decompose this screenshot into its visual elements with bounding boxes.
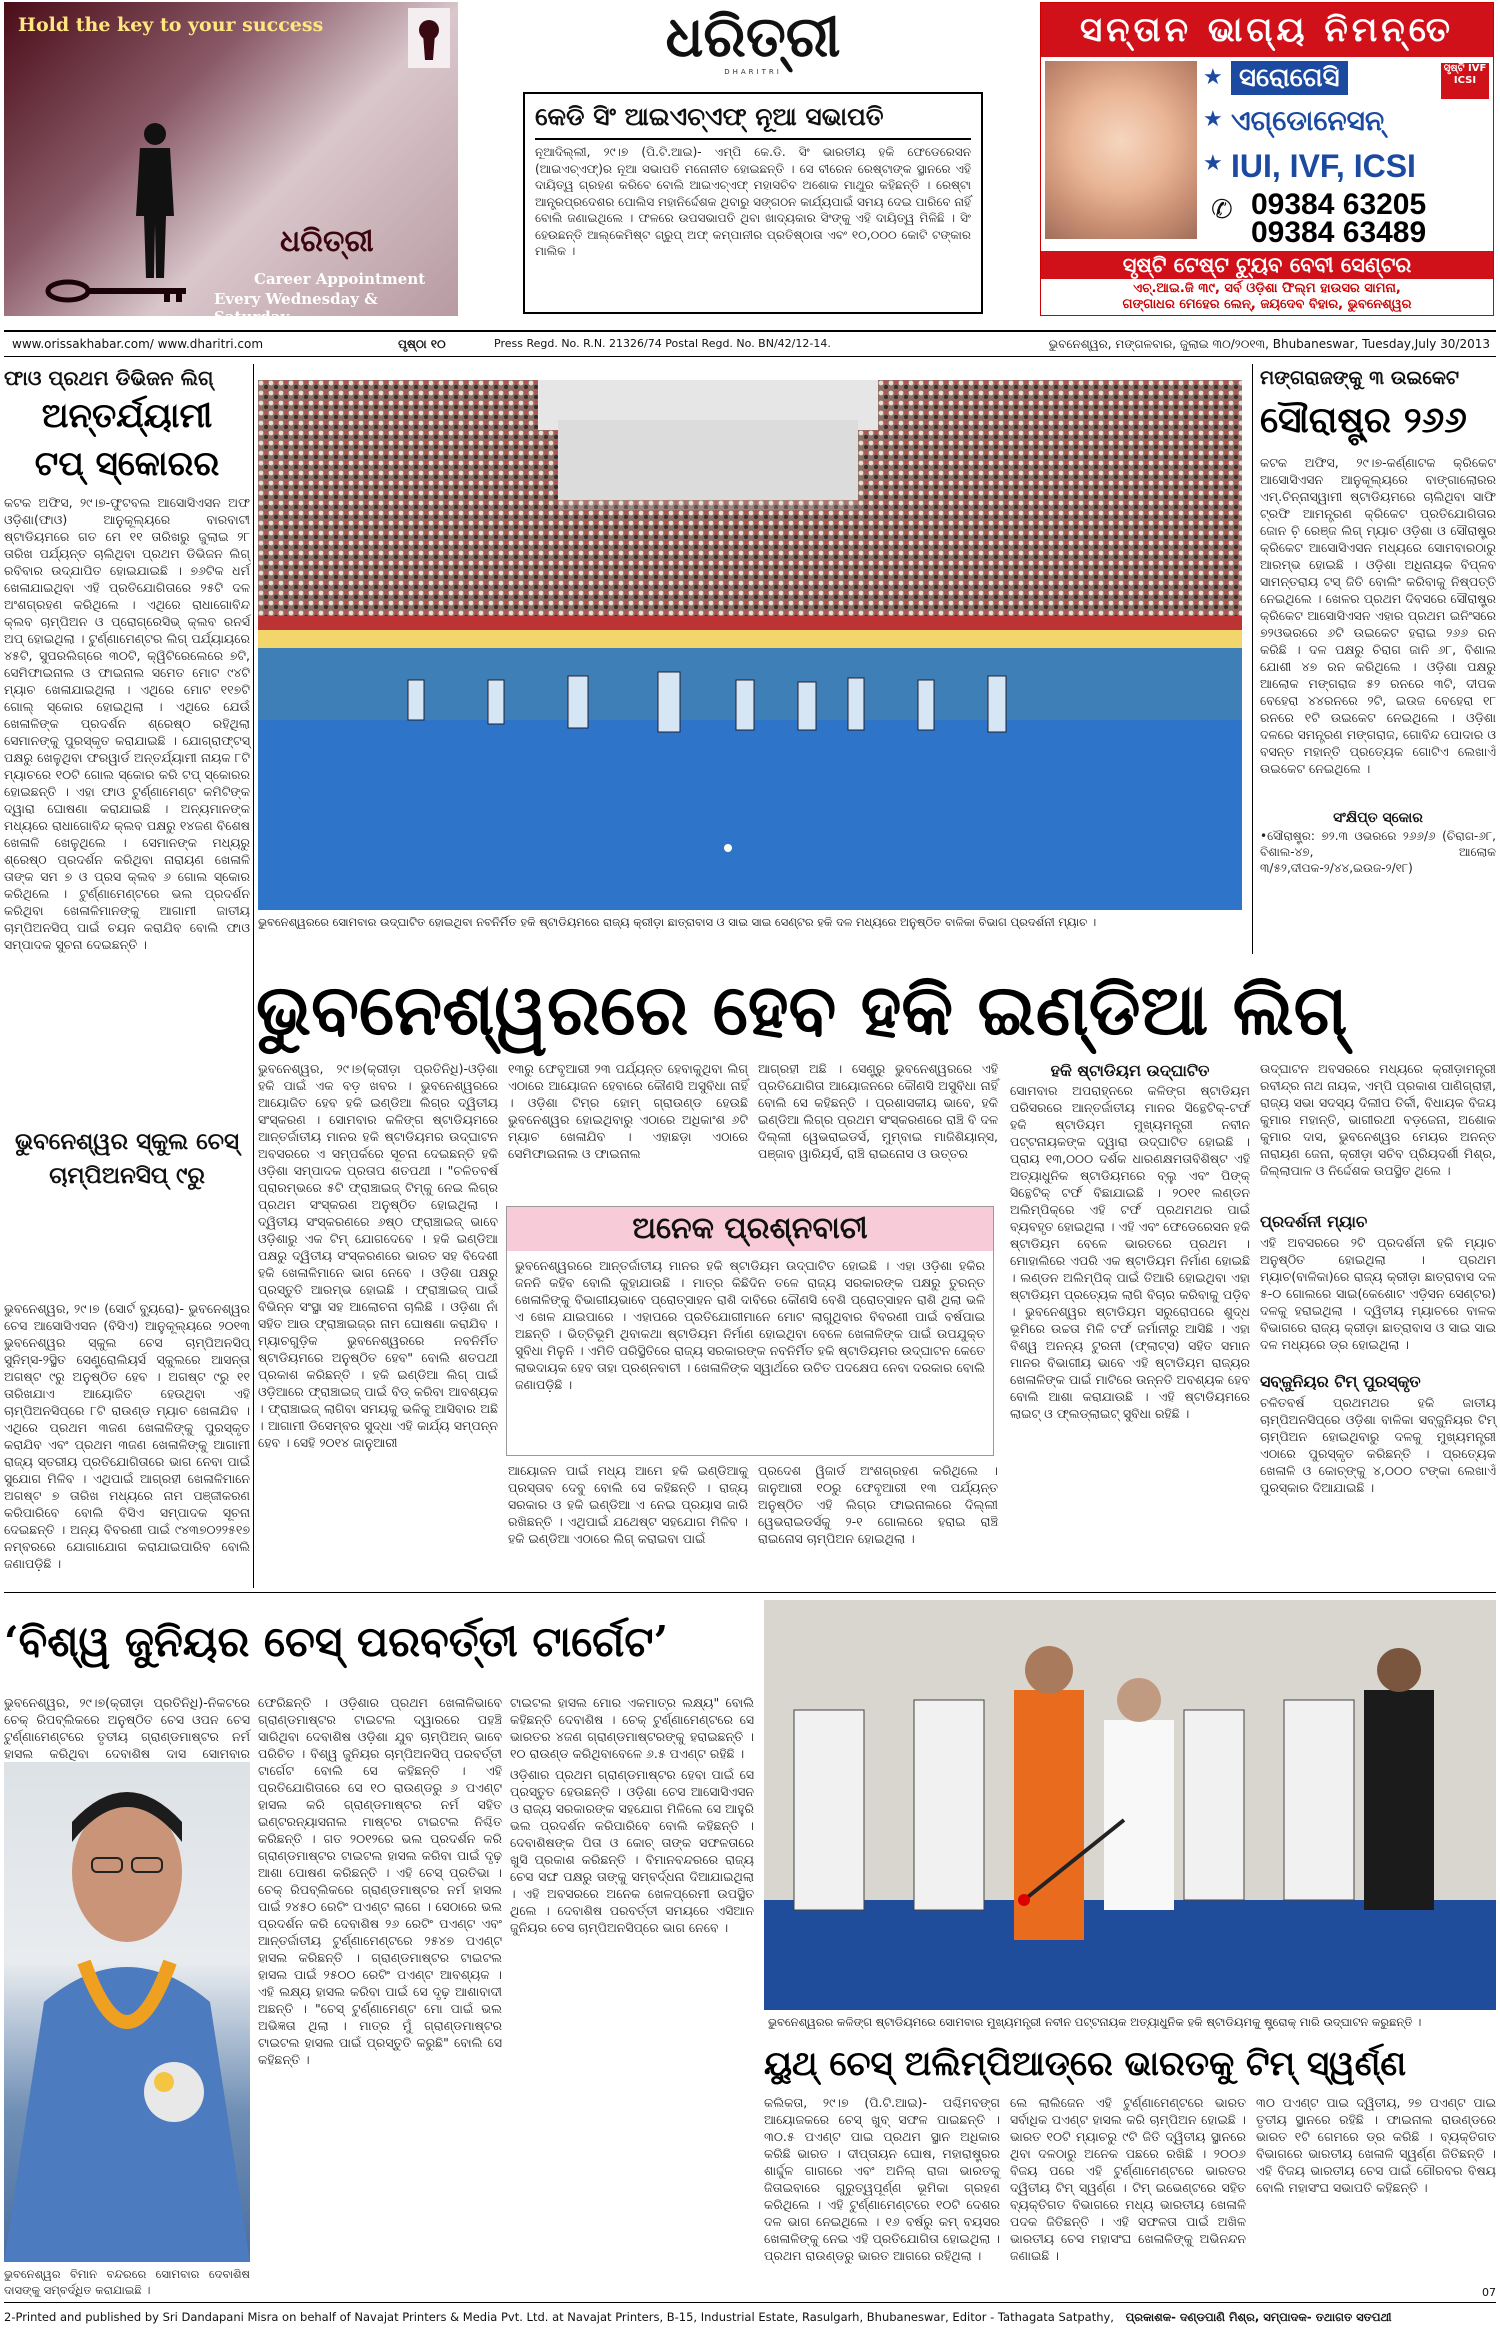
section-body: ଉଦ୍‌ଘାଟନ ଅବସରରେ ମଧ୍ୟରେ କ୍ରୀଡ଼ାମନ୍ତ୍ରୀ ରବୀନ୍ଦ୍ର ନାଥ ନାୟକ, ଏମ୍ପି ପ୍ରକାଶ ପାଣିଗ୍ରାହୀ, ରାଜ୍ୟ ସଭା ସଦସ୍ୟ ଦିଲୀପ ତିର୍କୀ, ବିଧାୟକ ବିଜୟ କୁମାର ମହାନ୍ତି, ଭାଗୀରଥୀ ବଡ଼ଜେନା, ଅଶୋକ କୁମାର ଦାସ, ଭୁବନେଶ୍ୱର ମେୟର ଅନନ୍ତ ନାରାୟଣ ଜେନା, କ୍ରୀଡ଼ା ସଚିବ ପ୍ରିୟଦର୍ଶୀ ମିଶ୍ର, ଜିଲ୍ଲାପାଳ ଓ ନିର୍ଦ୍ଦେଶକ ଉପସ୍ଥିତ ଥିଲେ । [1260, 1061, 1496, 1178]
chess-photo-caption: ଭୁବନେଶ୍ୱର ବିମାନ ବନ୍ଦରରେ ସୋମବାର ଦେବାଶିଷ ଦାସଙ୍କୁ ସମ୍ବର୍ଦ୍ଧିତ କରାଯାଇଛି । [4, 2267, 250, 2297]
inauguration-image [764, 1600, 1496, 2010]
main-col-2b: ଆୟୋଜନ ପାଇଁ ମଧ୍ୟ ଆମେ ହକି ଇଣ୍ଡିଆକୁ ପ୍ରସ୍ତାବ ଦେବୁ ବୋଲି ସେ କହିଛନ୍ତି । ରାଜ୍ୟ ସରକାର ଓ ହକି ଇଣ୍ଡିଆ ଏ ନେଇ ପ୍ରୟାସ ଜାରି ରଖିଛନ୍ତି । ଏଥିପାଇଁ ଯଥେଷ୍ଟ ସହଯୋଗ ମିଳିବ । ହକି ଇଣ୍ଡିଆ ଏଠାରେ ଲିଗ୍ କରାଇବା ପାଇଁ [508, 1463, 748, 1546]
section-title: ହକି ଷ୍ଟାଡିୟମ ଉଦ୍‌ଘାଟିତ [1050, 1061, 1210, 1080]
registration: Press Regd. No. R.N. 21326/74 Postal Regd. No. BN/42/12-14. [494, 337, 831, 350]
section-body: ସୋମବାର ଅପରାହ୍ନରେ କଳିଙ୍ଗ ଷ୍ଟାଡିୟମ ପରିସରରେ ଆନ୍ତର୍ଜାତୀୟ ମାନର ସିନ୍ଥେଟିକ୍-ଟର୍ଫ ହକି ଷ୍ଟାଡିୟମ ମୁଖ୍ୟମନ୍ତ୍ରୀ ନବୀନ ପଟ୍ଟନାୟକଙ୍କ ଦ୍ୱାରା ଉଦ୍‌ଘାଟିତ ହୋଇଛି । ପ୍ରାୟ ୧୩,୦୦୦ ଦର୍ଶକ ଧାରଣକ୍ଷମତାବିଶିଷ୍ଟ ଏହି ଅତ୍ୟାଧୁନିକ ଷ୍ଟାଡିୟମରେ ବ୍ଲୁ ଏବଂ ପିଙ୍କ୍ ସିନ୍ଥେଟିକ୍ ଟର୍ଫ ବିଛାଯାଇଛି । ୨୦୧୧ ଲଣ୍ଡନ ଅଲିମ୍ପିକ୍‌ରେ ଏହି ଟର୍ଫ ପ୍ରଥମଥର ପାଇଁ ବ୍ୟବହୃତ ହୋଇଥିଲା । ଏହି ଏବଂ ଫେଡେରେସନ ହକି ଷ୍ଟାଡିୟମ ବେଳେ ଭାରତରେ ପ୍ରଥମ । ମୋହାଲିରେ ଏପରି ଏକ ଷ୍ଟାଡିୟମ ନିର୍ମାଣ ହୋଇଛି । ଲଣ୍ଡନ ଅଲିମ୍ପିକ୍ ପାଇଁ ତିଆରି ହୋଇଥିବା ଏହା ଷ୍ଟାଡିୟମ ପ୍ରତ୍ୟେକ ଲାଗି ବିଚାର କରିବାକୁ ପଡ଼ିବ । ଭୁବନେଶ୍ୱର ଷ୍ଟାଡିୟମ ସରୁରୋପରେ ଶୁଦ୍ଧ ଭୂମିରେ ଉଚ୍ଚତା ମିଳି ଟର୍ଫ ଜର୍ମାନୀରୁ ଆସିଛି । ଏହା ବିଶ୍ୱ ଅନନ୍ୟ ଟୁରନୀ (ଫ୍ଲାଟ୍ସ) ସହିତ ସମାନ ମାନର ବିଭାଗୀୟ ଭାବେ ଏହି ଷ୍ଟାଡିୟମ ରାଜ୍ୟର ଖେଳାଳିଙ୍କ ପାଇଁ ମାଟିରେ ଉନ୍ନତି ଅବଶ୍ୟକ ହେବ ବୋଲି ଆଶା କରାଯାଉଛି । ଏହି ଷ୍ଟାଡିୟମରେ ଲାଇଟ୍ ଓ ଫ୍ଲଡ୍‌ଲାଇଟ୍ ସୁବିଧା ରହିଛି । [1010, 1083, 1250, 1421]
stadium-section [1010, 1060, 1250, 1590]
story-title: ଭୁବନେଶ୍ୱର ସ୍କୁଲ ଚେସ୍ [15, 1129, 239, 1155]
section-body: ଏହି ଅବସରରେ ୨ଟି ପ୍ରଦର୍ଶନୀ ହକି ମ୍ୟାଚ ଅନୁଷ୍ଠିତ ହୋଇଥିଲା । ପ୍ରଥମ ମ୍ୟାଚ(ବାଳିକା)ରେ ରାଜ୍ୟ କ୍ରୀଡ଼ା ଛାତ୍ରାବାସ ଦଳ ୫-୦ ଗୋଲରେ ସାଇ(କେଶୋଟ ଏଡ଼ିସନ ସେଣ୍ଟର) ଦଳକୁ ହରାଇଥିଲା । ଦ୍ୱିତୀୟ ମ୍ୟାଚରେ ବାଳକ ବିଭାଗରେ ରାଜ୍ୟ କ୍ରୀଡ଼ା ଛାତ୍ରାବାସ ଓ ସାଇ ସାଇ ଦଳ ମଧ୍ୟରେ ଡ୍ର ହୋଇଥିଲା । [1260, 1235, 1496, 1352]
ad-address2: ଗଙ୍ଗାଧର ମେହେର ଲେନ୍, ଜୟଦେବ ବିହାର, ଭୁବନେଶ୍ୱର [1122, 297, 1412, 312]
youth-chess-headline[interactable]: ୟୁଥ୍ ଚେସ୍ ଅଲିମ୍ପିଆଡ୍‌ରେ ଭାରତକୁ ଟିମ୍ ସ୍ୱର୍ଣ୍ଣ [764, 2044, 1407, 2084]
cm-photo-caption: ଭୁବନେଶ୍ୱରର କଳିଙ୍ଗ ଷ୍ଟାଡିୟମରେ ସୋମବାର ମୁଖ୍ୟମନ୍ତ୍ରୀ ନବୀନ ପଟ୍ଟନାୟକ ଅତ୍ୟାଧୁନିକ ହକି ଷ୍ଟାଡିୟମକୁ ଷ୍ଟ୍ରୋକ୍ ମାରି ଉଦ୍‌ଘାଟନ କରୁଛନ୍ତି । [768, 2015, 1422, 2029]
newspaper-logo-sub: DHARITRI [724, 68, 782, 76]
key-shadow-icon [44, 278, 194, 304]
ad-fertility-title: ସନ୍ତାନ ଭାଗ୍ୟ ନିମନ୍ତେ [1041, 3, 1493, 57]
main-headline[interactable]: ଭୁବନେଶ୍ୱରରେ ହେବ ହକି ଇଣ୍ଡିଆ ଲିଗ୍ [256, 968, 1348, 1051]
brief-box [523, 92, 983, 314]
left-story [4, 364, 250, 1404]
masthead [520, 4, 986, 86]
chess-col-1: ଭୁବନେଶ୍ୱର, ୨୯।୭(କ୍ରୀଡ଼ା ପ୍ରତିନିଧି)-ନିକଟରେ ଚେକ୍ ରିପବ୍ଲିକରେ ଅନୁଷ୍ଠିତ ଚେସ ଓପନ ଚେସ ଟୁର୍ଣ୍ଣାମେଣ୍ଟରେ ତୃତୀୟ ଗ୍ରାଣ୍ଡମାଷ୍ଟର ନର୍ମ ହାସଲ କରିଥିବା ଦେବାଶିଷ ଦାସ ସୋମବାର [4, 1695, 250, 1761]
brief-title: କେଡି ସିଂ ଆଇଏଚ୍ଏଫ୍ ନୂଆ ସଭାପତି [535, 100, 971, 140]
keyhole-icon [408, 8, 450, 68]
ad-phone1[interactable]: 09384 63205 [1251, 188, 1427, 221]
inset-box [506, 1206, 994, 1456]
story-title: ଅନ୍ତର୍ଯ୍ୟାମୀ [41, 396, 213, 436]
column-rule [253, 364, 254, 1588]
chess-col-2: ଫେରିଛନ୍ତି । ଓଡ଼ିଶାର ପ୍ରଥମ ଖେଳାଳିଭାବେ ଗ୍ରାଣ୍ଡମାଷ୍ଟର ଟାଇଟଲ ଦ୍ୱାରରେ ପହଞ୍ଚି ସାରିଥିବା ଦେବାଶିଷ ଓଡ଼ିଶା ଯୁବ ଚାମ୍ପିଅନ୍ ଭାବେ ପରିଚିତ । ବିଶ୍ୱ ଜୁନିୟର ଚାମ୍ପିଅନସିପ୍ ପରବର୍ତ୍ତୀ ଟାର୍ଗେଟ ବୋଲି ସେ କହିଛନ୍ତି । ଏହି ପ୍ରତିଯୋଗିତାରେ ସେ ୧୦ ରାଉଣ୍ଡରୁ ୬ ପଏଣ୍ଟ ହାସଲ କରି ଗ୍ରାଣ୍ଡମାଷ୍ଟର ନର୍ମ ସହିତ ଇଣ୍ଟରନ୍ୟାସନାଲ ମାଷ୍ଟର ଟାଇଟଲ ନିଶ୍ଚିତ କରିଛନ୍ତି । ଗତ ୨୦୧୨ରେ ଭଲ ପ୍ରଦର୍ଶନ କରି ଗ୍ରାଣ୍ଡମାଷ୍ଟର ଟାଇଟଲ ହାସଲ କରିବା ପାଇଁ ଦୃଢ଼ ଆଶା ପୋଷଣ କରିଛନ୍ତି । ଏହି ଚେସ୍ ପ୍ରତିଭା । ଚେକ୍ ରିପବ୍ଲିକରେ ଗ୍ରାଣ୍ଡମାଷ୍ଟର ନର୍ମ ହାସଲ ପାଇଁ ୨୪୫୦ ରେଟିଂ ପଏଣ୍ଟ ଲାଗେ । ସେଠାରେ ଭଲ ପ୍ରଦର୍ଶନ କରି ଦେବାଶିଷ ୨୬ ରେଟିଂ ପଏଣ୍ଟ ଏବଂ ଆନ୍ତର୍ଜାତୀୟ ଟୁର୍ଣ୍ଣାମେଣ୍ଟରେ ୨୫୪୭ ପଏଣ୍ଟ ହାସଲ କରିଛନ୍ତି । ଗ୍ରାଣ୍ଡମାଷ୍ଟର ଟାଇଟଲ ହାସଲ ପାଇଁ ୨୫୦୦ ରେଟିଂ ପଏଣ୍ଟ ଆବଶ୍ୟକ । ଏହି ଲକ୍ଷ୍ୟ ହାସଲ କରିବା ପାଇଁ ସେ ଦୃଢ଼ ଆଶାବାଦୀ ଅଛନ୍ତି । "ଚେସ୍ ଟୁର୍ଣ୍ଣାମେଣ୍ଟ ମୋ ପାଇଁ ଭଲ ଅଭିଜ୍ଞତା ଥିଲା । ମାତ୍ର ମୁଁ ଗ୍ରାଣ୍ଡମାଷ୍ଟର ଟାଇଟଲ ହାସଲ ପାଇଁ ପ୍ରସ୍ତୁତି କରୁଛି" ବୋଲି ସେ କହିଛନ୍ତି । [258, 1695, 502, 2067]
hero-caption: ଭୁବନେଶ୍ୱରରେ ସୋମବାର ଉଦ୍‌ଘାଟିତ ହୋଇଥିବା ନବନିର୍ମିତ ହକି ଷ୍ଟାଡିୟମରେ ରାଜ୍ୟ କ୍ରୀଡ଼ା ଛାତ୍ରାବାସ ଓ ସାଇ ସାଇ ସେଣ୍ଟର ହକି ଦଳ ମଧ୍ୟରେ ଅନୁଷ୍ଠିତ ବାଳିକା ବିଭାଗ ପ୍ରଦର୍ଶନୀ ମ୍ୟାଚ । [258, 915, 1097, 929]
section-title: ପ୍ରଦର୍ଶନୀ ମ୍ୟାଚ [1260, 1212, 1368, 1231]
websites[interactable]: www.orissakhabar.com/ www.dharitri.com [12, 337, 264, 351]
main-col-1: ଭୁବନେଶ୍ୱର, ୨୯।୭(କ୍ରୀଡ଼ା ପ୍ରତିନିଧି)-ଓଡ଼ିଶା ହକି ପାଇଁ ଏକ ବଡ଼ ଖବର । ଭୁବନେଶ୍ୱରରେ ଆୟୋଜିତ ହେବ ହକି ଇଣ୍ଡିଆ ଲିଗ୍‌ର ଦ୍ୱିତୀୟ ସଂସ୍କରଣ । ସୋମବାର କଳିଙ୍ଗ ଷ୍ଟାଡିୟମରେ ଆନ୍ତର୍ଜାତୀୟ ମାନର ହକି ଷ୍ଟାଡିୟମର ଉଦ୍‌ଘାଟନ ଅବସରରେ ଏ ସମ୍ପର୍କରେ ସୂଚନା ଦେଇଛନ୍ତି ହକି ଓଡ଼ିଶା ସମ୍ପାଦକ ପ୍ରତାପ ଶତପଥୀ । "ଚଳିତବର୍ଷ ପ୍ରାରମ୍ଭରେ ୫ଟି ଫ୍ରାଞ୍ଚାଇଜ୍ ଟିମ୍‌କୁ ନେଇ ଲିଗ୍‌ର ପ୍ରଥମ ସଂସ୍କରଣ ଅନୁଷ୍ଠିତ ହୋଇଥିଲା । ଦ୍ୱିତୀୟ ସଂସ୍କରଣରେ ୬ଷ୍ଠ ଫ୍ରାଞ୍ଚାଇଜ୍ ଭାବେ ଓଡ଼ିଶାରୁ ଏକ ଟିମ୍ ଯୋଗଦେବେ । ହକି ଇଣ୍ଡିଆ ପକ୍ଷରୁ ଦ୍ୱିତୀୟ ସଂସ୍କରଣରେ ଭାରତ ସହ ବିଦେଶୀ ହକି ଖେଳାଳିମାନେ ଭାଗ ନେବେ । ଓଡ଼ିଶା ପକ୍ଷରୁ ପ୍ରସ୍ତୁତି ଆରମ୍ଭ ହୋଇଛି । ଫ୍ରାଞ୍ଚାଇଜ୍ ପାଇଁ ବିଭିନ୍ନ ସଂସ୍ଥା ସହ ଆଲୋଚନା ଚାଲିଛି । ଓଡ଼ିଶା ନାଁ ସହିତ ଆଉ ଫ୍ରାଞ୍ଚାଇଜ୍‌ର ନାମ ଘୋଷଣା କରାଯିବ । ମ୍ୟାଚଗୁଡ଼ିକ ଭୁବନେଶ୍ୱରରେ ନବନିର୍ମିତ ଷ୍ଟାଡିୟମରେ ଅନୁଷ୍ଠିତ ହେବ" ବୋଲି ଶତପଥୀ ପ୍ରକାଶ କରିଛନ୍ତି । ହକି ଇଣ୍ଡିଆ ଲିଗ୍ ପାଇଁ ଓଡ଼ିଆରେ ଫ୍ରାଞ୍ଚାଇଜ୍ ପାଇଁ ବିଡ୍ କରିବା ଆବଶ୍ୟକ । ଫ୍ରାଞ୍ଚାଇଜ୍ ଲାଗିବା ସମୟକୁ ଭଳିକୁ ଆସିବାର ଅଛି । ଆଗାମୀ ଡିସେମ୍ବର ସୁଦ୍ଧା ଏହି କାର୍ଯ୍ୟ ସମ୍ପନ୍ନ ହେବ । ସେହି ୨୦୧୪ ଜାନୁଆରୀ [258, 1061, 498, 1450]
story-title: ଚାମ୍ପିଅନସିପ୍ ୯ରୁ [49, 1163, 205, 1189]
story-title: ସୌରାଷ୍ଟ୍ର ୨୬୬ [1260, 399, 1467, 441]
story-kicker: ମଙ୍ଗରାଜଙ୍କୁ ୩ ଉଇକେଟ [1260, 367, 1460, 389]
main-col-2a: ୧୩ରୁ ଫେବୃଆରୀ ୨୩ ପର୍ଯ୍ୟନ୍ତ ହେବାକୁଥିବା ଲିଗ୍ ଏଠାରେ ଆୟୋଜନ ହେବାରେ କୌଣସି ଅସୁବିଧା ନାହିଁ । ଓଡ଼ିଶା ଟିମ୍‌ର ହୋମ୍ ଗ୍ରାଉଣ୍ଡ ହେଉଛି ଭୁବନେଶ୍ୱର ହୋଇଥିବାରୁ ଏଠାରେ ଅଧିକାଂଶ ୬ଟି ମ୍ୟାଚ ଖେଳାଯିବ । ଏହାଛଡ଼ା ଏଠାରେ ସେମିଫାଇନାଲ ଓ ଫାଇନାଲ [508, 1061, 748, 1161]
ad-badge: ସୃଷ୍ଟି IVF ICSI [1441, 63, 1489, 99]
story-title: ଟପ୍ ସ୍କୋରର [34, 444, 220, 484]
footer [4, 2306, 1496, 2328]
chess-player-photo[interactable] [4, 1762, 250, 2262]
man-silhouette-icon [132, 120, 178, 280]
star-icon: ★ [1203, 107, 1223, 132]
rule [4, 2302, 1496, 2303]
ad-phone2[interactable]: 09384 63489 [1251, 216, 1427, 249]
youth-col-1: କଲିକତା, ୨୯।୭ (ପି.ଟି.ଆଇ)- ପଶ୍ଚିମବଙ୍ଗ ଆୟୋଜକରେ ଚେସ୍ ଖୁବ୍ ସଫଳ ପାଇଛନ୍ତି । ୩୦.୫ ପଏଣ୍ଟ ପାଇ ପ୍ରଥମ ସ୍ଥାନ ଅଧିକାର କରିଛି ଭାରତ । ଦୀପ୍ତାୟନ ଘୋଷ, ମହାରାଷ୍ଟ୍ରର ଶାର୍ଦ୍ଦୁଳ ଗାଗରେ ଏବଂ ଅନିଲ୍ ରାଜା ଭାରତକୁ ଜିତାଇବାରେ ଗୁରୁତ୍ୱପୂର୍ଣ୍ଣ ଭୂମିକା ଗ୍ରହଣ କରିଥିଲେ । ଏହି ଟୁର୍ଣ୍ଣାମେଣ୍ଟରେ ୧୦ଟି ଦେଶର ଦଳ ଭାଗ ନେଇଥିଲେ । ୧୬ ବର୍ଷରୁ କମ୍ ବୟସର ଖେଳାଳିଙ୍କୁ ନେଇ ଏହି ପ୍ରତିଯୋଗିତା ହୋଇଥିଲା । ପ୍ରଥମ ରାଉଣ୍ଡରୁ ଭାରତ ଆଗରେ ରହିଥିଲା । [764, 2095, 1000, 2263]
rule [4, 1592, 1496, 1593]
ad-line1: Career Appointment [254, 270, 426, 288]
ad-fertility[interactable] [1040, 2, 1494, 316]
ad-line3: IUI, IVF, ICSI [1231, 148, 1416, 184]
ad-line2: Every Wednesday & Saturday [214, 290, 378, 326]
cm-photo[interactable] [764, 1600, 1496, 2010]
main-col-3a: ଆଗ୍ରହୀ ଅଛି । ସେଣ୍ଟ୍ରୁ ଭୁବନେଶ୍ୱରରେ ଏହି ପ୍ରତିଯୋଗିତା ଆୟୋଜନରେ କୌଣସି ଅସୁବିଧା ନାହିଁ ବୋଲି ସେ କହିଛନ୍ତି । ପ୍ରଶାସକୀୟ ଭାବେ, ହକି ଇଣ୍ଡିଆ ଲିଗ୍‌ର ପ୍ରଥମ ସଂସ୍କରଣରେ ରାଞ୍ଚି ବି ଦଳ ଦିଲ୍ଲୀ ୱେଭରାଇଡର୍ସ, ମୁମ୍ବାଇ ମାଜିଶିୟାନ୍ସ, ପଞ୍ଜାବ ୱାରିୟର୍ସ, ରାଞ୍ଚି ରାଇନୋସ ଓ ଉତ୍ତର [758, 1061, 998, 1161]
section-body: ଚଳିତବର୍ଷ ପ୍ରଥମଥର ହକି ଜାତୀୟ ଚାମ୍ପିଅନସିପ୍‌ରେ ଓଡ଼ିଶା ବାଳିକା ସବ୍‌ଜୁନିୟର ଟିମ୍ ଚାମ୍ପିଅନ ହୋଇଥିବାରୁ ଦଳକୁ ମୁଖ୍ୟମନ୍ତ୍ରୀ ଏଠାରେ ପୁରସ୍କୃତ କରିଛନ୍ତି । ପ୍ରତ୍ୟେକ ଖେଳାଳି ଓ କୋଚ୍‌ଙ୍କୁ ୪,୦୦୦ ଟଙ୍କା ଲେଖାଏଁ ପୁରସ୍କାର ଦିଆଯାଇଛି । [1260, 1395, 1496, 1495]
score-line: •ସୌରାଷ୍ଟ୍ର: ୭୨.୩ ଓଭରରେ ୨୬୬/୬ (ଚିରାଗ-୬୮, ବିଶାଲ-୪୭, ଆଲୋକ ୩/୫୨,ଦୀପକ-୨/୪୪,ଇଉଜ-୨/୧୮) [1260, 829, 1496, 875]
inset-title: ଅନେକ ପ୍ରଶ୍ନବାଚୀ [507, 1207, 993, 1251]
story-body: କଟକ ଅଫିସ, ୨୯।୭-କର୍ଣ୍ଣାଟକ କ୍ରିକେଟ ଆସୋସିଏସନ ଆନୁକୂଲ୍ୟରେ ବାଙ୍ଗାଲୋରର ଏମ୍.ଚିନ୍ନାସ୍ୱାମୀ ଷ୍ଟାଡିୟମରେ ଚାଲିଥିବା ସାଫି ଟ୍ରଫି ଆମନ୍ତ୍ରଣ କ୍ରିକେଟ ପ୍ରତିଯୋଗିତାର ଜୋନ ଚ଼ି ରେଞ୍ଜ ଲିଗ୍ ମ୍ୟାଚ ଓଡ଼ିଶା ଓ ସୌରାଷ୍ଟ୍ର କ୍ରିକେଟ ଆସୋସିଏସନ ମଧ୍ୟରେ ସୋମବାରଠାରୁ ଆରମ୍ଭ ହୋଇଛି । ଓଡ଼ିଶା ଅଧିନାୟକ ବିପ୍ଳବ ସାମନ୍ତରାୟ ଟସ୍ ଜିତି ବୋଲିଂ କରିବାକୁ ନିଷ୍ପତ୍ତି ନେଇଥିଲେ । ଖେଳର ପ୍ରଥମ ଦିବସରେ ସୌରାଷ୍ଟ୍ର କ୍ରିକେଟ ଆସୋସିଏସନ ଏହାର ପ୍ରଥମ ଇନିଂସରେ ୭୨ଓଭରରେ ୬ଟି ଉଇକେଟ ହରାଇ ୨୬୬ ରନ କରିଛି । ଦଳ ପକ୍ଷରୁ ଚିରାଗ ଜାନି ୬୮, ବିଶାଲ ଯୋଶୀ ୪୭ ରନ କରିଥିଲେ । ଓଡ଼ିଶା ପକ୍ଷରୁ ଆଲୋକ ମଙ୍ଗରାଜ ୫୨ ରନରେ ୩ଟି, ଦୀପକ ବେହେରା ୪୪ରନରେ ୨ଟି, ଇଉଜ ବେହେରା ୧୮ ରନରେ ୧ଟି ଉଇକେଟ ନେଇଥିଲେ । ଓଡ଼ିଶା ଦଳରେ ସମନ୍ତ୍ରଣ ମଙ୍ଗରାଜ, ଗୋବିନ୍ଦ ପୋଦାର ଓ ବସନ୍ତ ମହାନ୍ତି ପ୍ରତ୍ୟେକ ଗୋଟିଏ ଲେଖାଏଁ ଉଇକେଟ ନେଇଥିଲେ । [1260, 455, 1496, 776]
story-kicker: ଫାଓ ପ୍ରଥମ ଡିଭିଜନ ଲିଗ୍ [4, 366, 214, 390]
main-col-3b: ପ୍ରଦେଶ ୱିଜାର୍ଡ ଅଂଶଗ୍ରହଣ କରିଥିଲେ । ଜାନୁଆରୀ ୧୦ରୁ ଫେବୃଆରୀ ୧୩ ପର୍ଯ୍ୟନ୍ତ ଅନୁଷ୍ଠିତ ଏହି ଲିଗ୍‌ର ଫାଇନାଲରେ ଦିଲ୍ଲୀ ୱେଭରାଇଡର୍ସକୁ ୨-୧ ଗୋଲରେ ହରାଇ ରାଞ୍ଚି ରାଇନୋସ ଚାମ୍ପିଅନ ହୋଇଥିଲା । [758, 1463, 998, 1546]
ad-address1: ଏଚ୍.ଆଇ.ଜି ୩୯, ସର୍ବ ଓଡ଼ିଶା ଫିଲ୍ମ ହାଉସର ସାମନା, [1133, 281, 1401, 296]
date: ଭୁବନେଶ୍ୱର, ମଙ୍ଗଳବାର, ଜୁଲାଇ ୩୦/୨୦୧୩, Bhubaneswar, Tuesday,July 30/2013 [1048, 337, 1490, 351]
story-body: କଟକ ଅଫିସ, ୨୯।୭-ଫୁଟବଲ ଆସୋସିଏସନ ଅଫ ଓଡ଼ିଶା(ଫାଓ) ଆନୁକୂଲ୍ୟରେ ବାରବାଟୀ ଷ୍ଟାଡିୟମରେ ଗତ ମେ ୧୧ ତାରିଖରୁ ଜୁଲାଇ ୨୮ ତାରିଖ ପର୍ଯ୍ୟନ୍ତ ଚାଲିଥିବା ପ୍ରଥମ ଡିଭିଜନ ଲିଗ୍ ରବିବାର ଉଦ୍‌ଯାପିତ ହୋଇଯାଇଛି । ୭୬ଟିକ ଧର୍ମ ଖେଳାଯାଇଥିବା ଏହି ପ୍ରତିଯୋଗିତାରେ ୨୫ଟି ଦଳ ଅଂଶଗ୍ରହଣ କରିଥିଲେ । ଏଥିରେ ରାଧାଗୋବିନ୍ଦ କ୍ଲବ ଚାମ୍ପିଅନ ଓ ପ୍ରୋଗ୍ରେସିଭ୍ କ୍ଲବ ରନର୍ସ ଅପ୍ ହୋଇଥିଲା । ଟୁର୍ଣ୍ଣାମେଣ୍ଟର ଲିଗ୍ ପର୍ଯ୍ୟାୟରେ ୪୫ଟି, ସୁପରଲିଗ୍‌ରେ ୩୦ଟି, କ୍ୱିଟିରେଲେରେ ୭ଟି, ସେମିଫାଇନାଲ ଓ ଫାଇନାଲ ସମେତ ମୋଟ ୯୪ଟି ମ୍ୟାଚ ଖେଳାଯାଇଥିଲା । ଏଥିରେ ମୋଟ ୧୧୭ଟି ଗୋଲ୍ ସ୍କୋର ହୋଇଥିଲା । ଏଥିରେ ଯେଉଁ ଖେଳାଳିଙ୍କ ପ୍ରଦର୍ଶନ ଶ୍ରେଷ୍ଠ ରହିଥିଲା ସେମାନଙ୍କୁ ପୁରସ୍କୃତ କରାଯାଇଛି । ଯୋଗ୍ରାଫ୍ଟସ୍ ପକ୍ଷରୁ ଖେଳୁଥିବା ଫରୱାର୍ଡ ଅନ୍ତର୍ଯ୍ୟାମୀ ନାୟକ ୮ଟି ମ୍ୟାଚରେ ୧୦ଟି ଗୋଲ ସ୍କୋର କରି ଟପ୍ ସ୍କୋରର ହୋଇଛନ୍ତି । ଏହା ଫାଓ ଟୁର୍ଣ୍ଣାମେଣ୍ଟ କମିଟିଙ୍କ ଦ୍ୱାରା ଘୋଷଣା କରାଯାଇଛି । ଅନ୍ୟମାନଙ୍କ ମଧ୍ୟରେ ରାଧାଗୋବିନ୍ଦ କ୍ଲବ ପକ୍ଷରୁ ୧୪ଜଣ ବିଶେଷ ଖେଳାଳି ଖେଳୁଥିଲେ । ସେମାନଙ୍କ ମଧ୍ୟରୁ ଶ୍ରେଷ୍ଠ ପ୍ରଦର୍ଶନ କରିଥିବା ନାରାୟଣ ଖେଳାଳି ତାଙ୍କ ସମ ୭ ଓ ପ୍ରସ କ୍ଲବ ୬ ଗୋଲ ସ୍କୋର କରିଥିଲେ । ଟୁର୍ଣ୍ଣାମେଣ୍ଟରେ ଭଲ ପ୍ରଦର୍ଶନ କରିଥିବା ଖେଳାଳିମାନଙ୍କୁ ଆଗାମୀ ଜାତୀୟ ଚାମ୍ପିଅନସିପ୍ ପାଇଁ ଚୟନ କରାଯିବ ବୋଲି ଫାଓ ସମ୍ପାଦକ ସୁଚନା ଦେଇଛନ୍ତି । [4, 495, 250, 952]
rule [4, 356, 1496, 357]
ad-tagline: Hold the key to your success [18, 14, 324, 36]
right-story [1260, 364, 1496, 954]
ad-line1: ସରୋଗେସି [1231, 61, 1348, 95]
star-icon: ★ [1203, 151, 1223, 176]
hero-photo[interactable] [258, 380, 1242, 910]
imprint-oriya: ପ୍ରକାଶକ- ଦଣ୍ଡପାଣି ମିଶ୍ର, ସମ୍ପାଦକ- ତଥାଗତ ସତପଥୀ [1125, 2310, 1392, 2324]
hockey-match-image [258, 380, 1242, 910]
rule [4, 330, 1496, 332]
chess-headline[interactable]: ‘ବିଶ୍ୱ ଜୁନିୟର ଚେସ୍ ପରବର୍ତ୍ତୀ ଟାର୍ଗେଟ’ [4, 1617, 669, 1666]
section-title: ସବ୍‌ଜୁନିୟର ଟିମ୍ ପୁରସ୍କୃତ [1260, 1372, 1421, 1391]
column-rule [1252, 364, 1253, 954]
score-title: ସଂକ୍ଷିପ୍ତ ସ୍କୋର [1333, 810, 1423, 826]
player-portrait-image [4, 1762, 250, 2262]
ad-career[interactable] [4, 2, 458, 326]
inset-body: ଭୁବନେଶ୍ୱରରେ ଆନ୍ତର୍ଜାତୀୟ ମାନର ହକି ଷ୍ଟାଡିୟମ ଉଦ୍‌ଘାଟିତ ହୋଇଛି । ଏହା ଓଡ଼ିଶା ହକିର ଜନନି କହିବ ବୋଲି କୁହାଯାଉଛି । ମାତ୍ର କିଛିଦିନ ତଳେ ରାଜ୍ୟ ସରକାରଙ୍କ ପକ୍ଷରୁ ତୁରନ୍ତ ଖେଳାଳିଙ୍କୁ ବିଭାଗୀୟଭାବେ ପ୍ରୋତ୍ସାହନ ରାଶି ଦାବିରେ କୌଣସି ବେଶି ପ୍ରୋତ୍ସାହନ ରାଶି ଥିଲା ଭଳି ଏ ଖେଳ ଯାଇପାରେ । ଏହାପରେ ପ୍ରତିଯୋଗୀମାନେ ମୋଟ ଲାଗୁଥିବାର ବିବରଣୀ ପାଇଁ ବର୍ଷପାଇ ଅଛନ୍ତି । ଭିତ୍ତିଭୂମି ଥିବାକଥା ଷ୍ଟାଡିୟମ ନିର୍ମାଣ ହୋଇଥିବା ବେଳେ ଖେଳାଳିଙ୍କ ପାଇଁ ଉପଯୁକ୍ତ ସୁବିଧା ମିଳୁନି । ଏମିତି ପରିସ୍ଥିତିରେ ରାଜ୍ୟ ସରକାରଙ୍କ ନବନିର୍ମିତ ହକି ଷ୍ଟାଡିୟମର ଉଦ୍‌ଘାଟନ କେତେ ଲାଭଦାୟକ ହେବ ତାହା ପ୍ରଶ୍ନବାଚୀ । ଖେଳାଳିଙ୍କ ସ୍ୱାର୍ଥରେ ଉଚିତ ପଦକ୍ଷେପ ନେବା ଦରକାର ବୋଲି ଜଣାପଡ଼ିଛି । [515, 1258, 985, 1392]
newspaper-logo[interactable]: ଧରିତ୍ରୀ [665, 4, 841, 70]
dateline [6, 334, 1496, 354]
ad-center-name: ସୃଷ୍ଟି ଟେଷ୍ଟ ଟ୍ୟୁବ ବେବୀ ସେଣ୍ଟର [1041, 251, 1493, 279]
youth-col-2: ଲେ ଲାଲିଜେନ ଏହି ଟୁର୍ଣ୍ଣାମେଣ୍ଟରେ ଭାରତ ସର୍ବାଧିକ ପଏଣ୍ଟ ହାସଲ କରି ଚାମ୍ପିଅନ ହୋଇଛି । ଭାରତ ୧୦ଟି ମ୍ୟାଚରୁ ୯ଟି ଜିତି ଦ୍ୱିତୀୟ ସ୍ଥାନରେ ଥିବା ଦଳଠାରୁ ଅନେକ ପଛରେ ରଖିଛି । ୨୦୦୬ ବିଜୟ ପରେ ଏହି ଟୁର୍ଣ୍ଣାମେଣ୍ଟରେ ଭାରତର ଦ୍ୱିତୀୟ ଟିମ୍ ସ୍ୱର୍ଣ୍ଣ । ଟିମ୍ ଇଭେଣ୍ଟରେ ସହିତ ବ୍ୟକ୍ତିଗତ ବିଭାଗରେ ମଧ୍ୟ ଭାରତୀୟ ଖେଳାଳି ପଦକ ଜିତିଛନ୍ତି । ଏହି ସଫଳତା ପାଇଁ ଅଖିଳ ଭାରତୀୟ ଚେସ ମହାସଂଘ ଖେଳାଳିଙ୍କୁ ଅଭିନନ୍ଦନ ଜଣାଇଛି । [1010, 2095, 1246, 2263]
chess-col-3a: ଟାଇଟଲ ହାସଲ ମୋର ଏକମାତ୍ର ଲକ୍ଷ୍ୟ" ବୋଲି କହିଛନ୍ତି ଦେବାଶିଷ । ଚେକ୍ ଟୁର୍ଣ୍ଣାମେଣ୍ଟରେ ସେ ଭାରତର ୪ଜଣ ଗ୍ରାଣ୍ଡମାଷ୍ଟରଙ୍କୁ ହରାଇଛନ୍ତି । ୧୦ ରାଉଣ୍ଡ କରିଥିବାବେଳେ ୬.୫ ପଏଣ୍ଟ ରହିଛି । [510, 1695, 754, 1761]
chess-col-3b: ଓଡ଼ିଶାର ପ୍ରଥମ ଗ୍ରାଣ୍ଡମାଷ୍ଟର ହେବା ପାଇଁ ସେ ପ୍ରସ୍ତୁତ ହେଉଛନ୍ତି । ଓଡ଼ିଶା ଚେସ ଆସୋସିଏସନ ଓ ରାଜ୍ୟ ସରକାରଙ୍କ ସହଯୋଗ ମିଳିଲେ ସେ ଆହୁରି ଭଲ ପ୍ରଦର୍ଶନ କରିପାରିବେ ବୋଲି କହିଛନ୍ତି । ଦେବାଶିଷଙ୍କ ପିତା ଓ କୋଚ୍ ତାଙ୍କ ସଫଳତାରେ ଖୁସି ପ୍ରକାଶ କରିଛନ୍ତି । ବିମାନବନ୍ଦରରେ ରାଜ୍ୟ ଚେସ ସଙ୍ଘ ପକ୍ଷରୁ ତାଙ୍କୁ ସମ୍ବର୍ଦ୍ଧନା ଦିଆଯାଇଥିଲା । ଏହି ଅବସରରେ ଅନେକ ଖେଳପ୍ରେମୀ ଉପସ୍ଥିତ ଥିଲେ । ଦେବାଶିଷ ପରବର୍ତ୍ତୀ ସମୟରେ ଏସିଆନ ଜୁନିୟର ଚେସ ଚାମ୍ପିଅନସିପ୍‌ରେ ଭାଗ ନେବେ । [510, 1767, 754, 1935]
youth-col-3: ୩୦ ପଏଣ୍ଟ ପାଇ ଦ୍ୱିତୀୟ, ୨୭ ପଏଣ୍ଟ ପାଇ ତୃତୀୟ ସ୍ଥାନରେ ରହିଛି । ଫାଇନାଲ ରାଉଣ୍ଡରେ ଭାରତ ୧ଟି ଗେମରେ ଡ୍ର କରିଛି । ବ୍ୟକ୍ତିଗତ ବିଭାଗରେ ଭାରତୀୟ ଖେଳାଳି ସ୍ୱର୍ଣ୍ଣ ଜିତିଛନ୍ତି । ଏହି ବିଜୟ ଭାରତୀୟ ଚେସ ପାଇଁ ଗୌରବର ବିଷୟ ବୋଲି ମହାସଂଘ ସଭାପତି କହିଛନ୍ତି । [1256, 2095, 1496, 2195]
brief-body: ନୂଆଦିଲ୍ଲୀ, ୨୯।୭ (ପି.ଟି.ଆଇ)- ଏମ୍ପି କେ.ଡି. ସିଂ ଭାରତୀୟ ହକି ଫେଡେରେସନ (ଆଇଏଚ୍ଏଫ୍)ର ନୂଆ ସଭାପତି ମନୋନୀତ ହୋଇଛନ୍ତି । ସେ ବୀରେନ ରେଷ୍ଟାଙ୍କ ସ୍ଥାନରେ ଏହି ଦାୟିତ୍ୱ ଗ୍ରହଣ କରିବେ ବୋଲି ଆଇଏଚ୍ଏଫ୍ ମହାସଚିବ ଅଶୋକ ମାଥୁର କହିଛନ୍ତି । ରେଷ୍ଟା ଆନ୍ତ୍ରପ୍ରଦେଶର ପୋଲିସ ମହାନିର୍ଦ୍ଦେଶକ ଥିବାରୁ ସଙ୍ଗଠନ କାର୍ଯ୍ୟପାଇଁ ସମୟ ଦେଇ ପାରିବେ ନାହିଁ ବୋଲି ଜଣାଇଥିଲେ । ଫଳରେ ଉପସଭାପତି ଥିବା ଖାଦ୍ୟକାର ସିଂଙ୍କୁ ଏହି ଦାୟିତ୍ୱ ମିଳିଛି । ସିଂ ହେଉଛନ୍ତି ଆଲ୍‌କେମିଷ୍ଟ ଗ୍ରୁପ୍ ଅଫ୍ କମ୍ପାନୀର ପ୍ରତିଷ୍ଠାତା ଏବଂ ୧୦,୦୦୦ କୋଟି ଟଙ୍କାର ମାଲିକ । [535, 145, 971, 258]
phone-icon: ✆ [1211, 195, 1233, 225]
ad-brand: ଧରିତ୍ରୀ [280, 224, 374, 259]
imprint: 2-Printed and published by Sri Dandapani Misra on behalf of Navajat Printers & Media Pvt. Ltd. at Navajat Printers, B-15, Industrial Estate, Rasulgarh, Bhubaneswar, Editor - Tathagata Satpathy, [4, 2310, 1114, 2324]
ad-line2: ଏଗ୍‌ଡୋନେସନ୍ [1231, 104, 1385, 137]
baby-photo [1045, 61, 1197, 239]
star-icon: ★ [1203, 65, 1223, 90]
officials-section [1260, 1060, 1496, 1590]
story-body: ଭୁବନେଶ୍ୱର, ୨୯।୭ (ସୋର୍ଟ ବ୍ୟୁରୋ)- ଭୁବନେଶ୍ୱର ଚେସ ଆସୋସିଏସନ (ବିସିଏ) ଆନୁକୂଲ୍ୟରେ ୨୦୧୩ ଭୁବନେଶ୍ୱର ସ୍କୁଲ ଚେସ ଚାମ୍ପିଅନସିପ୍ ସୁନିମ୍ସ-୨ସ୍ଥିତ ସେଣ୍ଟ୍ରୋଲିୟର୍ସ ସ୍କୁଲରେ ଆସନ୍ତା ଅଗଷ୍ଟ ୯ରୁ ଅନୁଷ୍ଠିତ ହେବ । ଅଗଷ୍ଟ ୯ରୁ ୧୧ ତାରିଖଯାଏ ଆୟୋଜିତ ହେଉଥିବା ଏହି ଚାମ୍ପିଅନସିପ୍‌ରେ ୮ଟି ରାଉଣ୍ଡ ମ୍ୟାଚ ଖେଳାଯିବ । ଏଥିରେ ପ୍ରଥମ ୩ଜଣ ଖେଳାଳିଙ୍କୁ ପୁରସ୍କୃତ କରାଯିବ ଏବଂ ପ୍ରଥମ ୩ଜଣ ଖେଳାଳିଙ୍କୁ ଆଗାମୀ ରାଜ୍ୟ ସ୍ତରୀୟ ପ୍ରତିଯୋଗିତାରେ ଭାଗ ନେବା ପାଇଁ ସୁଯୋଗ ମିଳିବ । ଏଥିପାଇଁ ଆଗ୍ରହୀ ଖେଳାଳିମାନେ ଅଗଷ୍ଟ ୭ ତାରିଖ ମଧ୍ୟରେ ନାମ ପଞ୍ଜୀକରଣ କରିପାରିବେ ବୋଲି ବିସିଏ ସମ୍ପାଦକ ସୂଚନା ଦେଇଛନ୍ତି । ଅନ୍ୟ ବିବରଣୀ ପାଇଁ ୯୪୩୭୦୨୨୫୧୭ ନମ୍ବରରେ ଯୋଗାଯୋଗ କରାଯାଇପାରିବ ବୋଲି ଜଣାପଡ଼ିଛି । [4, 1301, 250, 1571]
page-code: 07 [1482, 2286, 1496, 2299]
page-number: ପୃଷ୍ଠା ୧୦ [398, 337, 446, 351]
